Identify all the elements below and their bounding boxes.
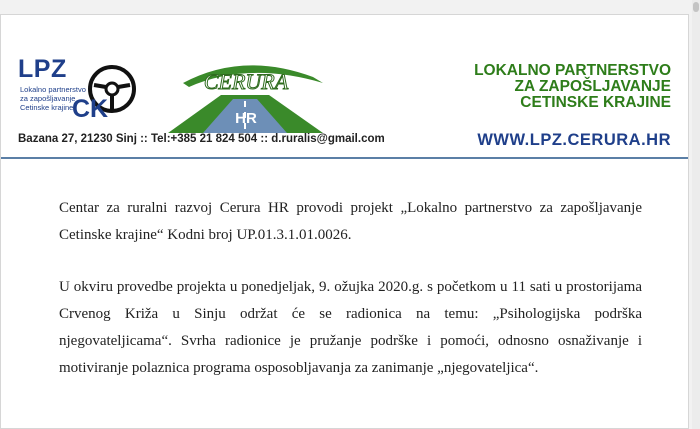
contact-info: Bazana 27, 21230 Sinj :: Tel:+385 21 824 504 :: d.ruralis@gmail.com (18, 133, 385, 145)
cerura-hr-logo (163, 53, 328, 137)
lpz-logo-line-3: Cetinske krajine (20, 103, 74, 112)
scrollbar-thumb[interactable] (693, 2, 699, 12)
cerura-badge-text: HR (235, 110, 257, 127)
ck-logo-text: CK (72, 95, 109, 123)
body-paragraph-1: Centar za ruralni razvoj Cerura HR provodi projekt „Lokalno partnerstvo za zapošljavanje Cetinske krajine“ Kodni broj UP.01.3.1.01.0026. (59, 200, 642, 243)
body-paragraph-2: U okviru provedbe projekta u ponedjeljak, 9. ožujka 2020.g. s početkom u 11 sati u prostorijama Crvenog Križa u Sinju održat će se radionica na temu: „Psihologijska podrška njegovateljicama“. Svrha radionice je pružanje podrške i pomoći, odnosno osnaživanje i motiviranje polaznica programa osposobljavanja za zanimanje „njegovateljica“. (59, 279, 642, 376)
lpz-ck-logo (18, 55, 148, 131)
lpz-logo-text: LPZ (18, 55, 67, 83)
lpz-logo-line-2: za zapošljavanje (20, 94, 76, 103)
website-link[interactable]: WWW.LPZ.CERURA.HR (477, 131, 671, 149)
header-divider (1, 157, 688, 159)
org-title-line-1: LOKALNO PARTNERSTVO (474, 62, 671, 79)
document-page (0, 14, 689, 429)
organization-title (474, 63, 671, 111)
cerura-logo-text: CERURA (203, 69, 289, 94)
lpz-logo-line-1: Lokalno partnerstvo (20, 85, 86, 94)
org-title-line-3: CETINSKE KRAJINE (520, 94, 671, 111)
vertical-scrollbar[interactable] (692, 0, 700, 429)
org-title-line-2: ZA ZAPOŠLJAVANJE (514, 78, 671, 95)
